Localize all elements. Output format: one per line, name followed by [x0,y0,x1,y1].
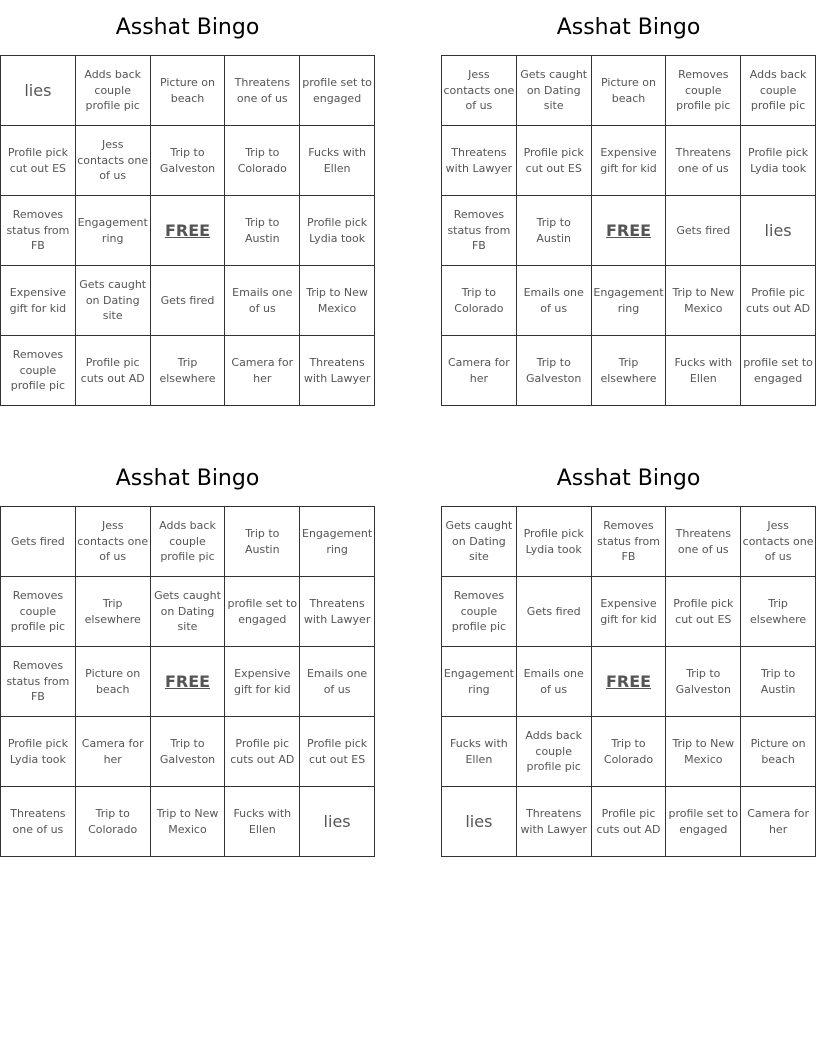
bingo-cell: Picture on beach [151,56,226,126]
bingo-cell: Emails one of us [225,266,300,336]
bingo-cell: Expensive gift for kid [592,126,667,196]
bingo-grid [441,55,816,406]
bingo-cell: Camera for her [225,336,300,406]
bingo-cell: Adds back couple profile pic [741,56,816,126]
bingo-cell: Threatens one of us [1,787,76,857]
bingo-cell: lies [741,196,816,266]
bingo-cell: Jess contacts one of us [741,507,816,577]
bingo-cell: Profile pick cut out ES [666,577,741,647]
bingo-cell: Gets fired [666,196,741,266]
bingo-cell: Removes status from FB [1,647,76,717]
bingo-cell: Engagement ring [592,266,667,336]
bingo-cell: Trip to Colorado [76,787,151,857]
bingo-cell: Profile pic cuts out AD [592,787,667,857]
bingo-cell: lies [300,787,375,857]
bingo-cell: Fucks with Ellen [666,336,741,406]
free-space: FREE [592,647,667,717]
bingo-cell: Profile pick Lydia took [517,507,592,577]
card-title: Asshat Bingo [556,15,701,40]
bingo-cell: Threatens one of us [666,126,741,196]
free-space: FREE [592,196,667,266]
bingo-cell: Gets caught on Dating site [442,507,517,577]
bingo-cell: Adds back couple profile pic [517,717,592,787]
bingo-cell: Removes status from FB [442,196,517,266]
bingo-cell: Threatens with Lawyer [300,577,375,647]
free-space: FREE [151,647,226,717]
bingo-cell: Threatens one of us [666,507,741,577]
bingo-cell: Camera for her [76,717,151,787]
bingo-cell: Profile pic cuts out AD [76,336,151,406]
bingo-cell: Trip elsewhere [592,336,667,406]
bingo-cell: Fucks with Ellen [442,717,517,787]
bingo-cell: Emails one of us [517,647,592,717]
bingo-cell: Trip to Galveston [151,717,226,787]
bingo-cell: profile set to engaged [741,336,816,406]
bingo-cell: Removes couple profile pic [1,577,76,647]
bingo-cell: Emails one of us [300,647,375,717]
card-title: Asshat Bingo [115,15,260,40]
bingo-cell: Trip to Galveston [151,126,226,196]
bingo-cell: Engagement ring [76,196,151,266]
bingo-cell: Expensive gift for kid [592,577,667,647]
bingo-cell: lies [442,787,517,857]
bingo-cell: Jess contacts one of us [76,126,151,196]
bingo-cell: Engagement ring [442,647,517,717]
bingo-cell: Trip elsewhere [76,577,151,647]
bingo-cell: Removes couple profile pic [442,577,517,647]
bingo-card-2 [441,0,816,406]
bingo-cell: Trip to Galveston [666,647,741,717]
bingo-cell: Jess contacts one of us [442,56,517,126]
bingo-cell: Jess contacts one of us [76,507,151,577]
bingo-cell: Trip to New Mexico [666,717,741,787]
bingo-cell: Trip to New Mexico [300,266,375,336]
bingo-cell: Threatens with Lawyer [300,336,375,406]
bingo-cell: Gets fired [1,507,76,577]
bingo-cell: Profile pick cut out ES [300,717,375,787]
bingo-cell: Expensive gift for kid [225,647,300,717]
bingo-cell: Expensive gift for kid [1,266,76,336]
bingo-cell: Engagement ring [300,507,375,577]
bingo-cell: profile set to engaged [300,56,375,126]
bingo-cell: Trip to Austin [741,647,816,717]
bingo-cell: Profile pic cuts out AD [225,717,300,787]
bingo-cell: Removes status from FB [592,507,667,577]
bingo-cell: Trip elsewhere [151,336,226,406]
bingo-cell: Profile pick Lydia took [300,196,375,266]
bingo-cell: Threatens one of us [225,56,300,126]
bingo-cell: Trip to Colorado [592,717,667,787]
bingo-cell: Removes couple profile pic [1,336,76,406]
bingo-cell: Fucks with Ellen [225,787,300,857]
bingo-card-4 [441,451,816,857]
bingo-cell: Gets fired [517,577,592,647]
card-title: Asshat Bingo [556,466,701,491]
bingo-cell: Picture on beach [741,717,816,787]
bingo-cell: Adds back couple profile pic [76,56,151,126]
bingo-cell: Adds back couple profile pic [151,507,226,577]
bingo-cell: Profile pick cut out ES [1,126,76,196]
bingo-card-3 [0,451,375,857]
bingo-cell: profile set to engaged [225,577,300,647]
bingo-cell: Gets caught on Dating site [517,56,592,126]
bingo-cell: Gets caught on Dating site [76,266,151,336]
bingo-cell: Trip to Colorado [225,126,300,196]
bingo-cell: Trip to Austin [225,196,300,266]
bingo-grid [0,55,375,406]
bingo-cell: Trip to Colorado [442,266,517,336]
bingo-cell: Trip elsewhere [741,577,816,647]
bingo-cell: Trip to Galveston [517,336,592,406]
bingo-cell: Trip to Austin [517,196,592,266]
bingo-cell: Trip to New Mexico [666,266,741,336]
bingo-cell: Profile pick Lydia took [741,126,816,196]
bingo-cell: Threatens with Lawyer [442,126,517,196]
bingo-cell: Picture on beach [76,647,151,717]
bingo-cell: Fucks with Ellen [300,126,375,196]
bingo-cell: Camera for her [442,336,517,406]
bingo-cell: Profile pick cut out ES [517,126,592,196]
bingo-cell: Threatens with Lawyer [517,787,592,857]
bingo-cell: Camera for her [741,787,816,857]
bingo-cell: Profile pick Lydia took [1,717,76,787]
card-title: Asshat Bingo [115,466,260,491]
bingo-cell: Trip to New Mexico [151,787,226,857]
bingo-cell: Trip to Austin [225,507,300,577]
bingo-grid [0,506,375,857]
bingo-cell: Profile pic cuts out AD [741,266,816,336]
bingo-cell: Gets caught on Dating site [151,577,226,647]
bingo-cell: profile set to engaged [666,787,741,857]
bingo-grid [441,506,816,857]
bingo-cell: lies [1,56,76,126]
bingo-cell: Emails one of us [517,266,592,336]
bingo-cell: Removes status from FB [1,196,76,266]
bingo-cell: Picture on beach [592,56,667,126]
bingo-card-1 [0,0,375,406]
free-space: FREE [151,196,226,266]
bingo-cell: Gets fired [151,266,226,336]
bingo-cell: Removes couple profile pic [666,56,741,126]
